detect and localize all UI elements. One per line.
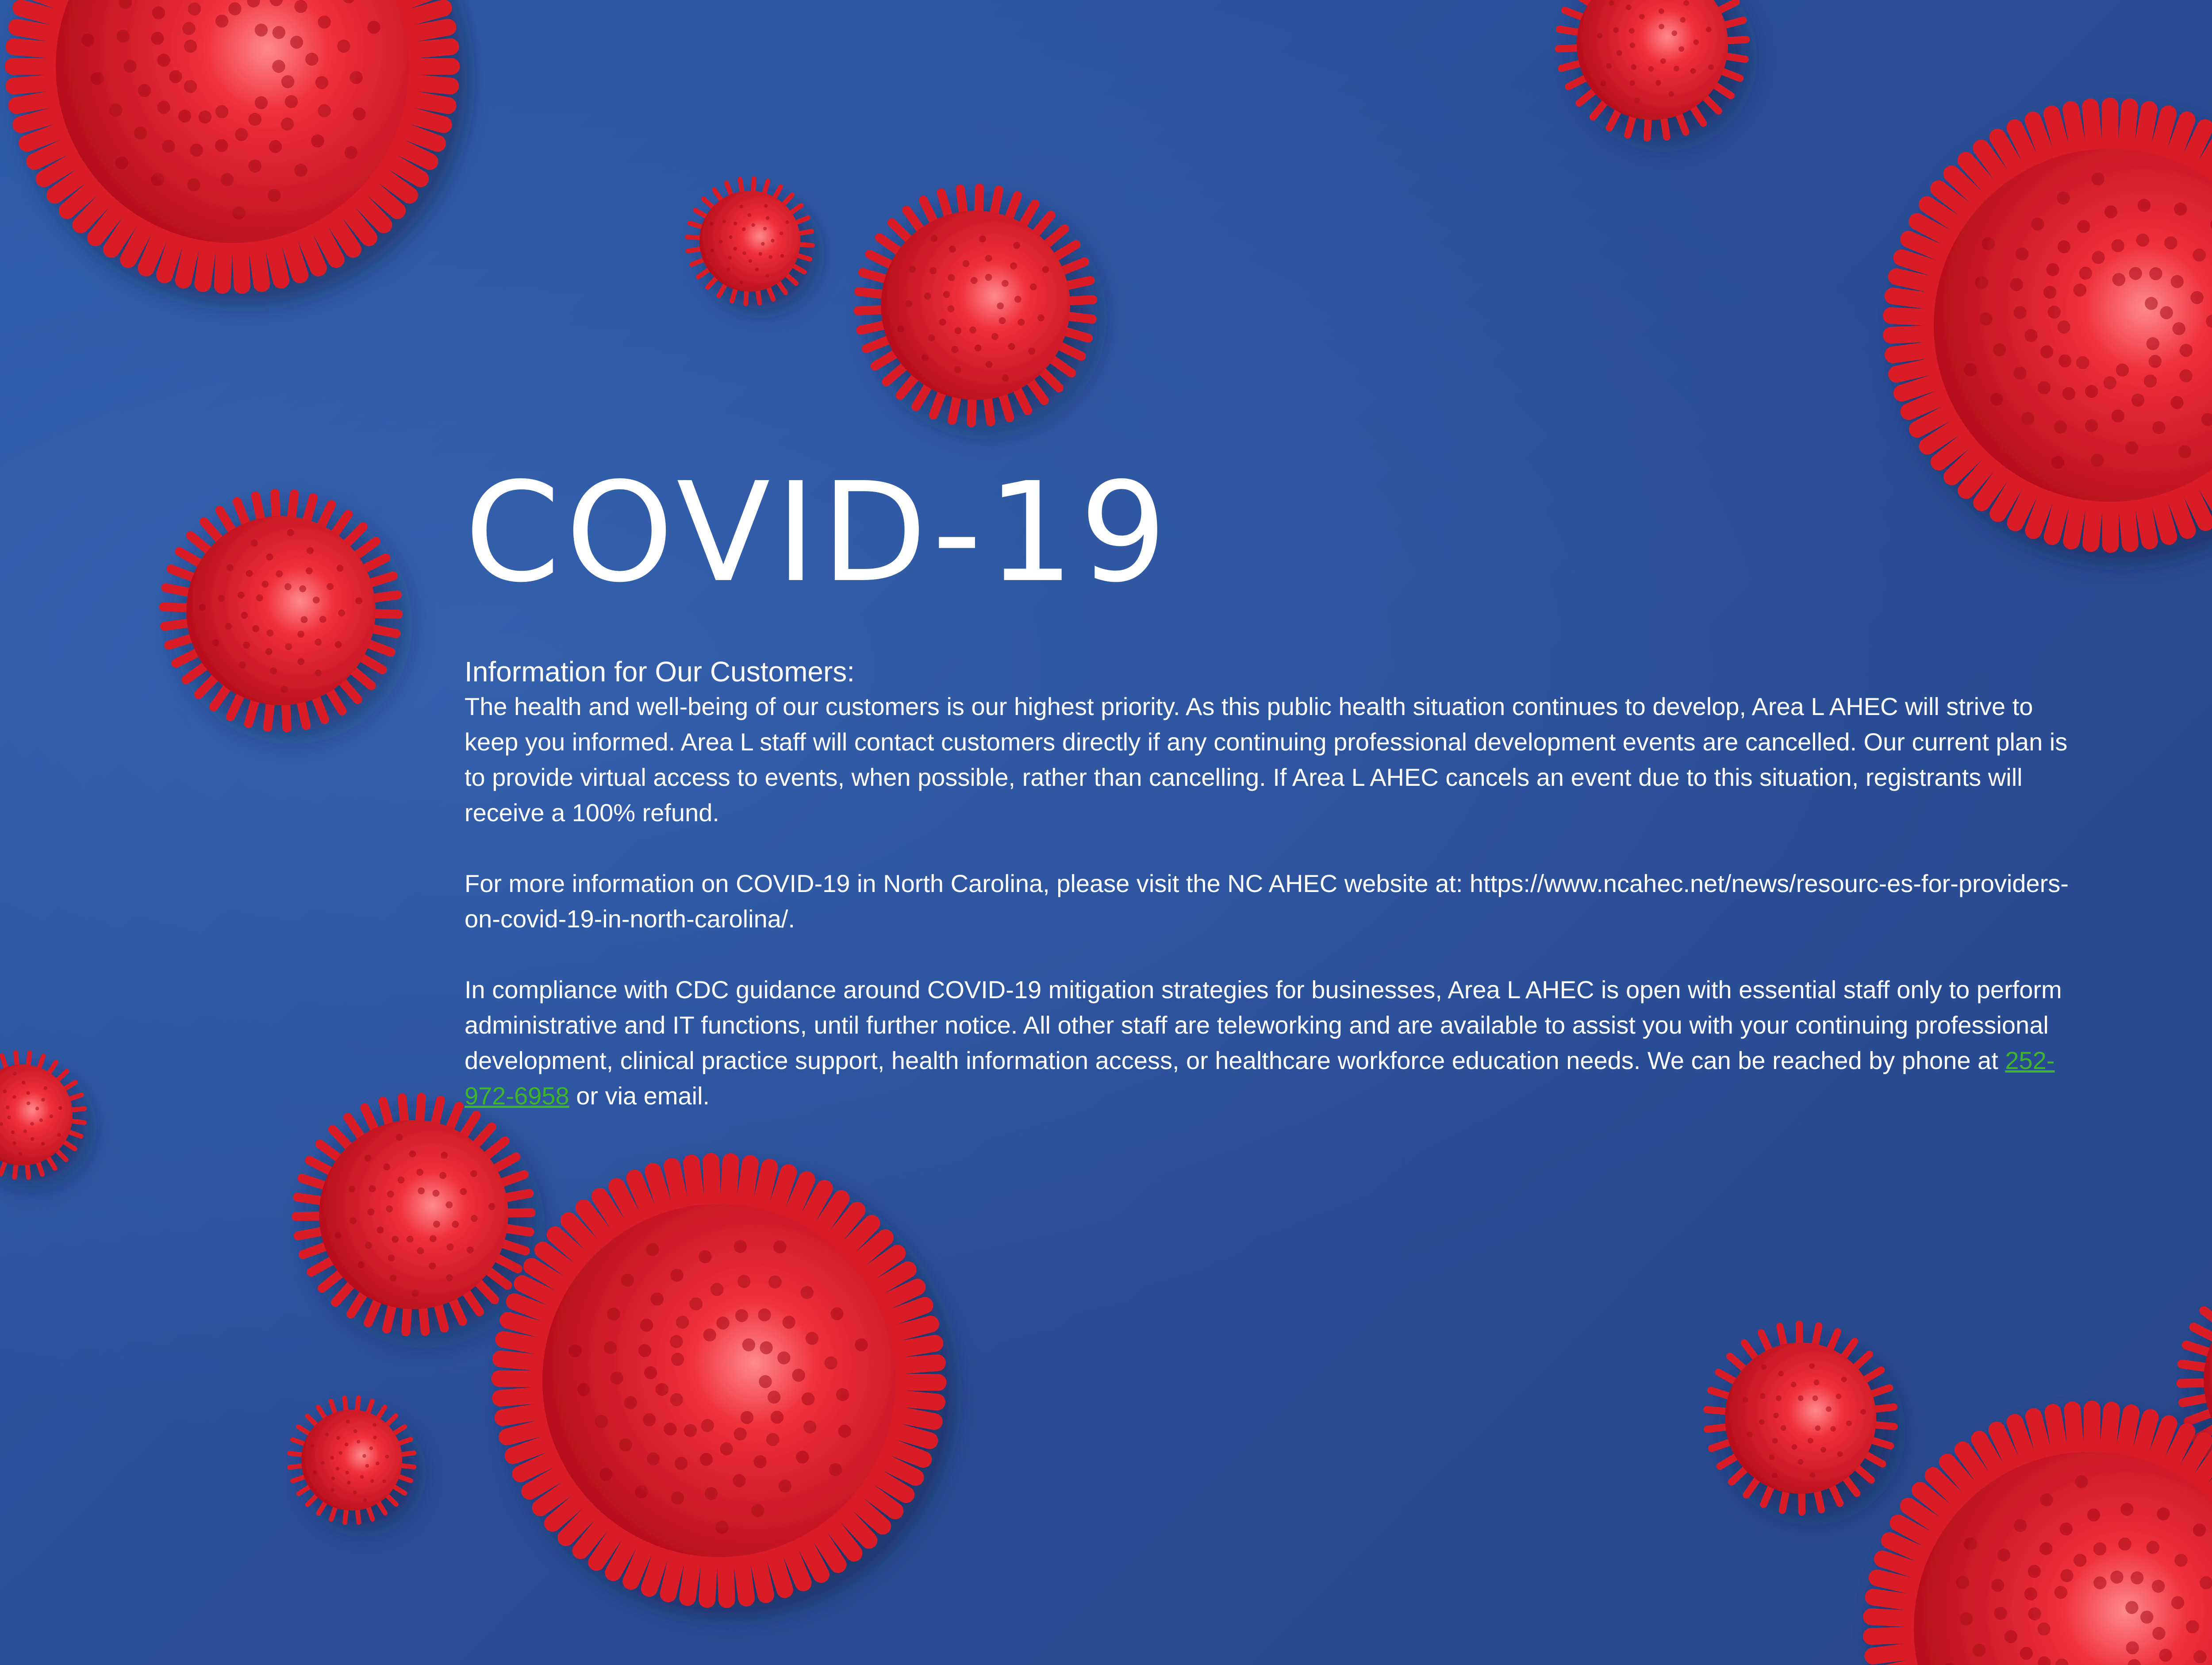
virus-particle — [0, 1053, 84, 1177]
virus-particle — [296, 1097, 531, 1332]
virus-particle — [289, 1398, 414, 1523]
virus-particle — [858, 188, 1093, 423]
virus-particle — [13, 0, 451, 285]
notice-paragraph-3 — [465, 972, 2079, 1114]
virus-particle — [687, 179, 813, 304]
notice-paragraph-2: For more information on COVID-19 in North Carolina, please visit the NC AHEC website at: https://www.ncahec.net/news/resourc-es-for-providers-on-covid-19-in-north-carolina/. — [465, 869, 2069, 933]
virus-particle — [1707, 1324, 1894, 1512]
virus-particle — [1559, 0, 1746, 138]
contact-text: In compliance with CDC guidance around COVID-19 mitigation strategies for businesses, Area L AHEC is open with essential staff only to perform administrative and IT functions, until further notice. All other staff are teleworking and are available to assist you with your continuing professional development, clinical practice support, health information access, or healthcare workforce education needs. We can be reached by phone at — [465, 975, 2062, 1074]
virus-particle — [164, 493, 399, 728]
virus-particle — [499, 1161, 938, 1600]
contact-text-end: or via email. — [569, 1081, 710, 1110]
virus-particle — [1871, 1409, 2212, 1665]
page-title: COVID-19 — [465, 453, 1172, 613]
notice-content — [465, 453, 2079, 1114]
phone-link[interactable]: 252-972-6958 — [465, 1046, 2055, 1110]
intro-heading: Information for Our Customers: — [465, 656, 855, 688]
notice-paragraph-1: The health and well-being of our customers is our highest priority. As this public health situation continues to develop, Area L AHEC will strive to keep you informed. Area L staff will contact customers directly if any continuing professional development events are cancelled. Our current plan is to provide virtual access to events, when possible, rather than cancelling. If Area L AHEC cancels an event due to this situation, registrants will receive a 100% refund. — [465, 692, 2068, 827]
